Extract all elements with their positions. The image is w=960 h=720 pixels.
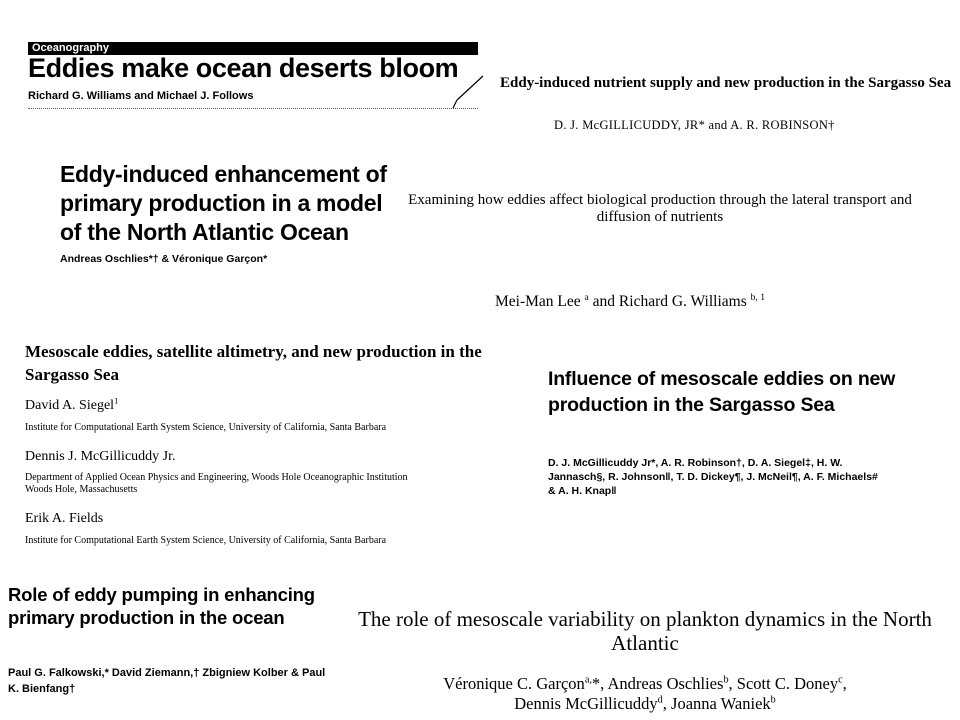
author-mcgillicuddy: Dennis J. McGillicuddy Jr. <box>25 449 176 464</box>
author-fields: Erik A. Fields <box>25 511 104 526</box>
dotted-divider <box>28 108 478 109</box>
article-authors-lateral-transport <box>495 293 765 311</box>
affiliation-mark: 1 <box>114 395 119 406</box>
institution-ucsb: Institute for Computational Earth System Science, University of California, Santa Barbara <box>25 422 387 433</box>
article-title-eddy-pumping: Role of eddy pumping in enhancing primary production in the ocean <box>8 584 315 628</box>
article-authors-eddies-bloom: Richard G. Williams and Michael J. Follows <box>28 90 254 102</box>
diagonal-stroke <box>445 74 485 110</box>
article-title-sargasso-nutrient: Eddy-induced nutrient supply and new production in the Sargasso Sea <box>500 75 952 91</box>
article-authors-eddy-pumping: Paul G. Falkowski,* David Ziemann,† Zbigniew Kolber & Paul K. Bienfang† <box>8 667 326 695</box>
article-authors-sargasso-nutrient: D. J. McGILLICUDDY, JR* and A. R. ROBINSON† <box>554 118 835 132</box>
author-name: Mei-Man Lee <box>495 293 581 310</box>
author-name: and Richard G. Williams <box>592 293 751 310</box>
article-title-plankton-dynamics: The role of mesoscale variability on plankton dynamics in the North Atlantic <box>358 607 932 655</box>
affiliation-mark: a <box>584 291 589 303</box>
institution-whoi <box>25 472 408 496</box>
article-title-eddy-enhancement: Eddy-induced enhancement of primary production in a model of the North Atlantic Ocean <box>60 161 387 245</box>
author-name: Véronique C. Garçon <box>443 674 585 693</box>
author-name: , Joanna Waniek <box>662 694 771 713</box>
article-title-lateral-transport: Examining how eddies affect biological production through the lateral transport and diffusion of nutrients <box>408 192 912 225</box>
separator: , <box>842 674 847 693</box>
article-title-mesoscale-influence: Influence of mesoscale eddies on new production in the Sargasso Sea <box>548 368 896 416</box>
section-label: Oceanography <box>32 42 110 54</box>
affiliation-mark: a, <box>584 674 592 686</box>
article-title-satellite-altimetry: Mesoscale eddies, satellite altimetry, and new production in the Sargasso Sea <box>25 342 482 384</box>
affiliation-mark: b, 1 <box>750 291 765 303</box>
author-line <box>330 674 960 694</box>
author-name: *, Andreas Oschlies <box>591 674 724 693</box>
article-authors-plankton-dynamics <box>330 674 960 714</box>
affiliation-mark: d <box>657 694 663 706</box>
institution-line: Department of Applied Ocean Physics and Engineering, Woods Hole Oceanographic Institution <box>25 472 408 483</box>
article-title-eddies-bloom: Eddies make ocean deserts bloom <box>28 53 459 83</box>
institution-ucsb: Institute for Computational Earth System Science, University of California, Santa Barbara <box>25 535 387 546</box>
institution-line: Woods Hole, Massachusetts <box>25 484 138 495</box>
affiliation-mark: b <box>770 694 776 706</box>
article-authors-eddy-enhancement: Andreas Oschlies*† & Véronique Garçon* <box>60 253 268 265</box>
article-authors-mesoscale-influence: D. J. McGillicuddy Jr*, A. R. Robinson†, D. A. Siegel‡, H. W. Jannasch§, R. Johnson‖, T. D. Dickey¶, J. McNeil¶, A. F. Michaels# & A. H. Knap‖ <box>548 457 878 497</box>
author-name: David A. Siegel <box>25 398 115 413</box>
author-name: , Scott C. Doney <box>728 674 839 693</box>
affiliation-mark: c <box>838 674 843 686</box>
author-siegel <box>25 395 119 414</box>
affiliation-mark: b <box>723 674 729 686</box>
author-name: Dennis McGillicuddy <box>514 694 658 713</box>
author-line <box>330 694 960 714</box>
